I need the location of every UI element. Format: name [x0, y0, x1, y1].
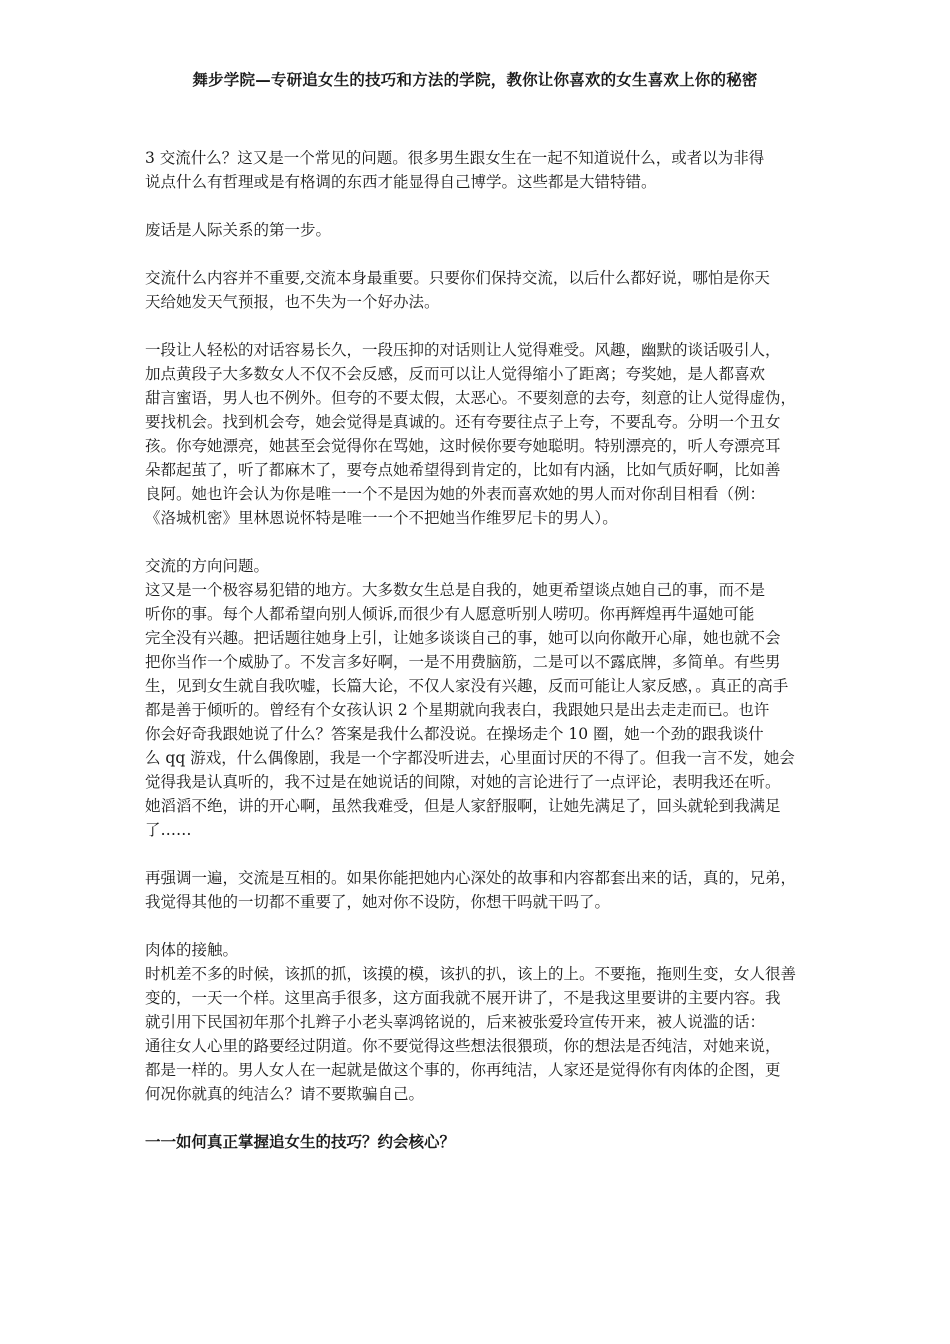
text-line: 何况你就真的纯洁么？请不要欺骗自己。: [145, 1085, 425, 1103]
text-line: 我觉得其他的一切都不重要了，她对你不设防，你想干吗就干吗了。: [145, 893, 611, 911]
paragraph-direction: [145, 554, 813, 842]
closing-heading: 一一如何真正掌握追女生的技巧？约会核心？: [145, 1133, 456, 1151]
text-line: 生，见到女生就自我吹嘘，长篇大论，不仅人家没有兴趣，反而可能让人家反感，。真正的高手: [145, 677, 789, 695]
text-line: 交流什么内容并不重要,交流本身最重要。只要你们保持交流，以后什么都好说，哪怕是你天: [145, 269, 770, 287]
paragraph-communication-importance: [145, 266, 813, 314]
text-line: 良阿。她也许会认为你是唯一一个不是因为她的外表而喜欢她的男人而对你刮目相看（例：: [145, 485, 766, 503]
section-heading: 肉体的接触。: [145, 941, 239, 959]
text-line: 觉得我是认真听的，我不过是在她说话的间隙，对她的言论进行了一点评论，表明我还在听。: [145, 773, 781, 791]
text-line: 么 qq 游戏，什么偶像剧，我是一个字都没听进去，心里面讨厌的不得了。但我一言不发，她会: [145, 749, 795, 767]
paragraph-mutual: [145, 866, 813, 914]
paragraph-physical-contact: [145, 938, 813, 1106]
text-line: 孩。你夸她漂亮，她甚至会觉得你在骂她，这时候你要夸她聪明。特别漂亮的，听人夸漂亮耳: [145, 437, 781, 455]
text-line: 天给她发天气预报，也不失为一个好办法。: [145, 293, 440, 311]
text-line: 把你当作一个威胁了。不发言多好啊，一是不用费脑筋，二是可以不露底牌，多简单。有些男: [145, 653, 781, 671]
text-line: 说点什么有哲理或是有格调的东西才能显得自己博学。这些都是大错特错。: [145, 173, 657, 191]
text-line: 甜言蜜语，男人也不例外。但夸的不要太假，太恶心。不要刻意的去夸，刻意的让人觉得虚伪，: [145, 389, 797, 407]
text-line: 就引用下民国初年那个扎辫子小老头辜鸿铭说的，后来被张爱玲宣传开来，被人说滥的话：: [145, 1013, 766, 1031]
paragraph-compliments: [145, 338, 813, 530]
text-line: 听你的事。每个人都希望向别人倾诉,而很少有人愿意听别人唠叨。你再辉煌再牛逼她可能: [145, 605, 755, 623]
text-line: 完全没有兴趣。把话题往她身上引，让她多谈谈自己的事，她可以向你敞开心扉，她也就不会: [145, 629, 781, 647]
text-line: 要找机会。找到机会夸，她会觉得是真诚的。还有夸要往点子上夸，不要乱夸。分明一个丑女: [145, 413, 781, 431]
paragraph-small-talk: [145, 218, 813, 242]
text-line: 时机差不多的时候，该抓的抓，该摸的模，该扒的扒，该上的上。不要拖，拖则生变，女人很善: [145, 965, 797, 983]
text-line: 一段让人轻松的对话容易长久，一段压抑的对话则让人觉得难受。风趣，幽默的谈话吸引人，: [145, 341, 781, 359]
text-line: 你会好奇我跟她说了什么？答案是我什么都没说。在操场走个 10 圈，她一个劲的跟我谈什: [145, 725, 764, 743]
text-line: 朵都起茧了，听了都麻木了，要夸点她希望得到肯定的，比如有内涵，比如气质好啊，比如善: [145, 461, 781, 479]
text-line: 了……: [145, 821, 192, 839]
text-line: 通往女人心里的路要经过阴道。你不要觉得这些想法很猥琐，你的想法是否纯洁，对她来说，: [145, 1037, 781, 1055]
text-line: 她滔滔不绝，讲的开心啊，虽然我难受，但是人家舒服啊，让她先满足了，回头就轮到我满足: [145, 797, 781, 815]
text-line: 加点黄段子大多数女人不仅不会反感，反而可以让人觉得缩小了距离；夸奖她，是人都喜欢: [145, 365, 766, 383]
section-heading: 交流的方向问题。: [145, 557, 270, 575]
page-header-title: 舞步学院—专研追女生的技巧和方法的学院，教你让你喜欢的女生喜欢上你的秘密: [192, 71, 758, 89]
text-line: 都是一样的。男人女人在一起就是做这个事的，你再纯洁，人家还是觉得你有肉体的企图，更: [145, 1061, 781, 1079]
text-line: 再强调一遍，交流是互相的。如果你能把她内心深处的故事和内容都套出来的话，真的，兄弟，: [145, 869, 797, 887]
paragraph-topic-intro: [145, 146, 813, 194]
text-line: 《洛城机密》里林恩说怀特是唯一一个不把她当作维罗尼卡的男人）。: [145, 509, 618, 527]
text-line: 废话是人际关系的第一步。: [145, 221, 332, 239]
text-line: 变的，一天一个样。这里高手很多，这方面我就不展开讲了，不是我这里要讲的主要内容。我: [145, 989, 781, 1007]
text-line: 都是善于倾听的。曾经有个女孩认识 2 个星期就向我表白，我跟她只是出去走走而已。也许: [145, 701, 770, 719]
document-body: [145, 146, 813, 1154]
text-line: 3 交流什么？这又是一个常见的问题。很多男生跟女生在一起不知道说什么，或者以为非得: [145, 149, 765, 167]
text-line: 这又是一个极容易犯错的地方。大多数女生总是自我的，她更希望谈点她自己的事，而不是: [145, 581, 766, 599]
